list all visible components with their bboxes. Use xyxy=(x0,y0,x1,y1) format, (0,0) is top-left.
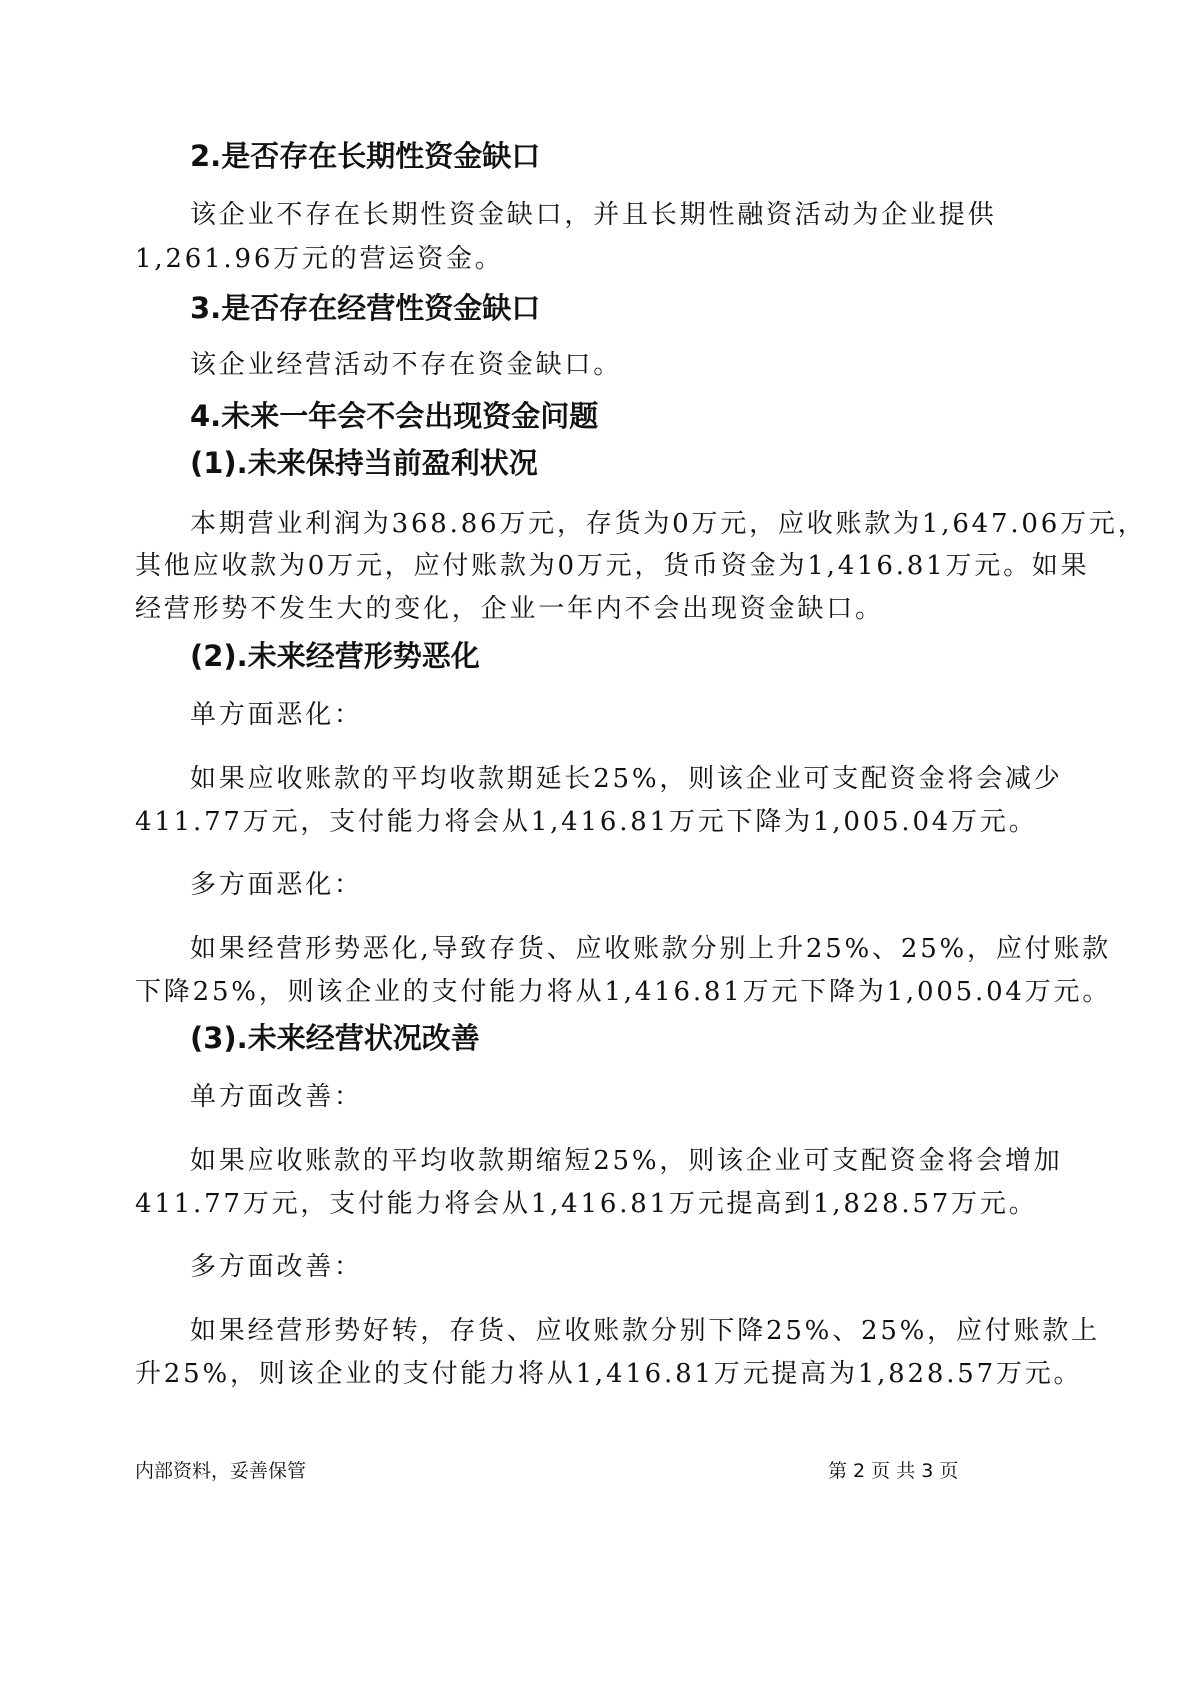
section-4-2-multi-line-1: 如果经营形势恶化,导致存货、应收账款分别上升25%、25%，应付账款 xyxy=(190,934,1112,964)
section-3-body: 该企业经营活动不存在资金缺口。 xyxy=(190,350,623,380)
section-4-3-heading: (3).未来经营状况改善 xyxy=(190,1021,480,1055)
section-4-1-heading: (1).未来保持当前盈利状况 xyxy=(190,446,538,480)
footer-confidential-note: 内部资料，妥善保管 xyxy=(135,1460,307,1482)
section-4-2-single-line-2: 411.77万元，支付能力将会从1,416.81万元下降为1,005.04万元。 xyxy=(135,807,1038,837)
section-4-2-multi-label: 多方面恶化： xyxy=(190,870,363,900)
section-4-2-single-line-1: 如果应收账款的平均收款期延长25%，则该企业可支配资金将会减少 xyxy=(190,764,1063,794)
section-2-heading: 2.是否存在长期性资金缺口 xyxy=(190,139,541,173)
section-4-2-heading: (2).未来经营形势恶化 xyxy=(190,639,480,673)
section-4-3-multi-line-2: 升25%，则该企业的支付能力将从1,416.81万元提高为1,828.57万元。 xyxy=(135,1359,1083,1389)
section-2-body-line-1: 该企业不存在长期性资金缺口，并且长期性融资活动为企业提供 xyxy=(190,200,997,230)
section-4-1-body-line-2: 其他应收款为0万元，应付账款为0万元，货币资金为1,416.81万元。如果 xyxy=(135,551,1090,581)
section-4-3-multi-label: 多方面改善： xyxy=(190,1252,363,1282)
section-2-body-line-2: 1,261.96万元的营运资金。 xyxy=(135,244,504,274)
section-3-heading: 3.是否存在经营性资金缺口 xyxy=(190,291,541,325)
footer-page-number: 第 2 页 共 3 页 xyxy=(828,1460,959,1482)
section-4-2-multi-line-2: 下降25%，则该企业的支付能力将从1,416.81万元下降为1,005.04万元。 xyxy=(135,977,1112,1007)
section-4-3-single-label: 单方面改善： xyxy=(190,1082,363,1112)
section-4-1-body-line-1: 本期营业利润为368.86万元，存货为0万元，应收账款为1,647.06万元， xyxy=(190,509,1147,539)
section-4-3-multi-line-1: 如果经营形势好转，存货、应收账款分别下降25%、25%，应付账款上 xyxy=(190,1316,1100,1346)
section-4-3-single-line-1: 如果应收账款的平均收款期缩短25%，则该企业可支配资金将会增加 xyxy=(190,1146,1063,1176)
section-4-1-body-line-3: 经营形势不发生大的变化，企业一年内不会出现资金缺口。 xyxy=(135,594,884,624)
section-4-heading: 4.未来一年会不会出现资金问题 xyxy=(190,399,599,433)
section-4-2-single-label: 单方面恶化： xyxy=(190,700,363,730)
section-4-3-single-line-2: 411.77万元，支付能力将会从1,416.81万元提高到1,828.57万元。 xyxy=(135,1189,1038,1219)
